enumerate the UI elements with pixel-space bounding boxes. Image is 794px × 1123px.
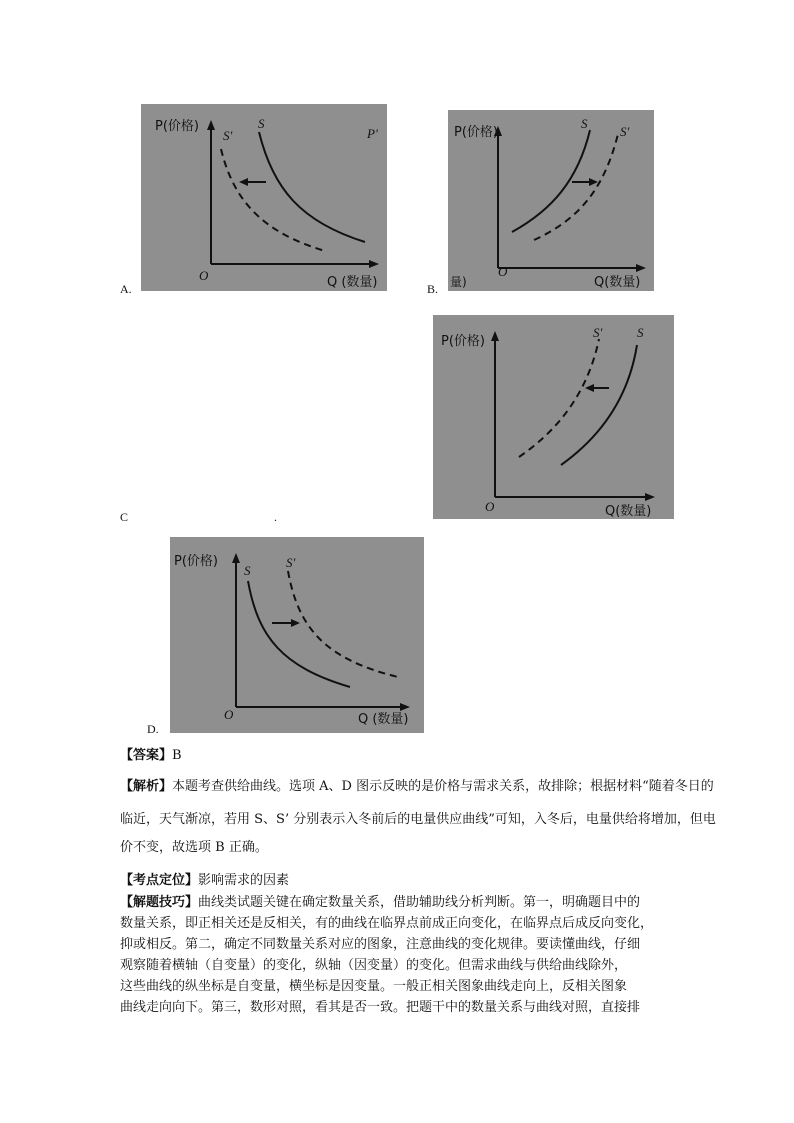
x-axis-label: Q (数量) <box>327 275 378 290</box>
shift-arrow-head <box>239 178 248 186</box>
figure-a <box>141 104 387 291</box>
y-axis-arrow <box>491 331 499 341</box>
shift-arrow-head <box>585 384 594 392</box>
option-a-label: A. <box>120 282 132 296</box>
jiqiao-line-3: 抑或相反。第二，确定不同数量关系对应的图象，注意曲线的变化规律。要读懂曲线，仔细 <box>120 937 641 952</box>
answer-value: B <box>172 748 182 763</box>
x-axis-arrow <box>645 493 655 501</box>
stray-text: 量) <box>450 275 467 289</box>
option-c-dot: . <box>274 510 277 524</box>
curve-label-s-prime: S' <box>593 325 603 340</box>
origin-label: O <box>485 499 495 514</box>
option-b-label: B. <box>427 282 439 296</box>
supply-curve-s-prime <box>519 339 599 457</box>
jiqiao-tag: 【解题技巧】 <box>120 895 199 910</box>
y-axis-label: P(价格) <box>174 554 218 569</box>
analysis-line-1 <box>120 775 714 794</box>
curve-label-s: S <box>244 563 251 578</box>
jiqiao-line-2: 数量关系，即正相关还是反相关，有的曲线在临界点前成正向变化，在临界点后成反向变化， <box>120 916 654 931</box>
x-axis-arrow <box>369 260 379 268</box>
curve-label-s-prime: S' <box>620 124 630 139</box>
figure-d <box>170 537 424 733</box>
figure-b <box>448 110 654 291</box>
jiqiao-line-1 <box>120 891 640 910</box>
origin-label: O <box>199 268 209 283</box>
analysis-tag: 【解析】 <box>120 779 173 794</box>
jiqiao-line-4: 观察随着横轴（自变量）的变化，纵轴（因变量）的变化。但需求曲线与供给曲线除外， <box>120 958 628 973</box>
option-d-label: D. <box>147 722 159 736</box>
figure-c <box>433 315 674 519</box>
jiqiao-text-1: 曲线类试题关键在确定数量关系，借助辅助线分析判断。第一，明确题目中的 <box>198 895 641 910</box>
y-axis-label: P(价格) <box>454 125 498 140</box>
kaodian-text: 影响需求的因素 <box>198 873 290 888</box>
curve-label-s: S <box>258 116 265 131</box>
supply-curve-s <box>248 581 350 687</box>
y-axis-arrow <box>232 553 240 563</box>
answer-line <box>120 744 182 763</box>
y-axis-arrow <box>207 120 215 130</box>
shift-arrow-head <box>589 178 598 186</box>
supply-curve-s-prime <box>534 134 618 240</box>
kaodian-line <box>120 869 289 888</box>
supply-curve-s <box>259 132 365 242</box>
x-axis-arrow <box>636 264 646 272</box>
curve-label-s: S <box>581 116 588 131</box>
x-axis-label: Q (数量) <box>358 712 409 727</box>
kaodian-tag: 【考点定位】 <box>120 873 199 888</box>
jiqiao-line-6: 曲线走向向下。第三，数形对照，看其是否一致。把题干中的数量关系与曲线对照，直接排 <box>120 1000 641 1015</box>
answer-tag: 【答案】 <box>120 748 173 763</box>
supply-curve-s-prime <box>221 149 325 251</box>
curve-label-s-prime: S' <box>223 128 233 143</box>
jiqiao-line-5: 这些曲线的纵坐标是自变量，横坐标是因变量。一般正相关图象曲线走向上，反相关图象 <box>120 979 628 994</box>
curve-label-s: S <box>637 325 644 340</box>
analysis-text-1: 本题考查供给曲线。选项 A、D 图示反映的是价格与需求关系，故排除；根据材料“随着冬日的 <box>172 779 714 794</box>
origin-label: O <box>498 264 508 279</box>
x-axis-label: Q(数量) <box>594 275 641 290</box>
analysis-line-3: 价不变，故选项 B 正确。 <box>120 840 268 855</box>
analysis-line-2: 临近，天气渐凉，若用 S、S’ 分别表示入冬前后的电量供应曲线”可知，入冬后，电量供给将增加，但电 <box>120 812 716 827</box>
curve-label-s-prime: S' <box>286 555 296 570</box>
y-axis-label: P(价格) <box>441 334 485 349</box>
origin-label: O <box>224 707 234 722</box>
y-axis-label: P(价格) <box>155 119 199 134</box>
x-axis-arrow <box>400 703 410 711</box>
stray-label-p: P' <box>367 126 378 141</box>
option-c-label: C <box>120 510 129 524</box>
x-axis-label: Q(数量) <box>605 504 652 519</box>
shift-arrow-head <box>291 619 300 627</box>
supply-curve-s-prime <box>288 571 398 677</box>
